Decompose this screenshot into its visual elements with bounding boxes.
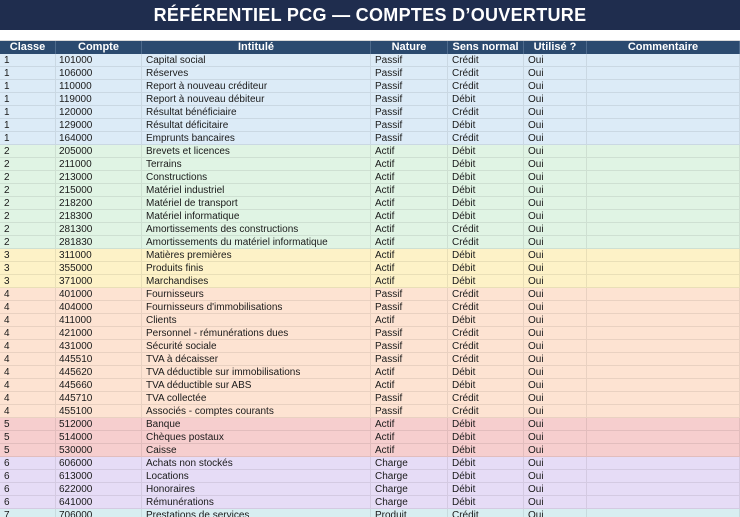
cell-intitule[interactable]: TVA déductible sur immobilisations: [142, 366, 371, 379]
cell-utilise[interactable]: Oui: [524, 418, 587, 431]
cell-commentaire[interactable]: [587, 171, 740, 184]
table-row: [0, 431, 740, 444]
cell-sens[interactable]: Crédit: [448, 67, 524, 80]
header-compte[interactable]: Compte: [56, 41, 142, 54]
cell-nature[interactable]: Passif: [371, 327, 448, 340]
cell-classe[interactable]: 1: [0, 132, 56, 145]
table-row: [0, 67, 740, 80]
cell-intitule[interactable]: Fournisseurs: [142, 288, 371, 301]
cell-nature[interactable]: Passif: [371, 67, 448, 80]
table-row: [0, 314, 740, 327]
cell-intitule[interactable]: TVA collectée: [142, 392, 371, 405]
cell-sens[interactable]: Débit: [448, 119, 524, 132]
cell-sens[interactable]: Débit: [448, 249, 524, 262]
cell-intitule[interactable]: Capital social: [142, 54, 371, 67]
cell-utilise[interactable]: Oui: [524, 210, 587, 223]
cell-compte[interactable]: 101000: [56, 54, 142, 67]
table-row: [0, 197, 740, 210]
cell-sens[interactable]: Débit: [448, 145, 524, 158]
table-row: [0, 171, 740, 184]
cell-sens[interactable]: Crédit: [448, 223, 524, 236]
cell-sens[interactable]: Débit: [448, 444, 524, 457]
cell-nature[interactable]: Actif: [371, 158, 448, 171]
cell-classe[interactable]: 6: [0, 457, 56, 470]
cell-utilise[interactable]: Oui: [524, 366, 587, 379]
cell-classe[interactable]: 7: [0, 509, 56, 517]
empty-row[interactable]: [0, 30, 740, 41]
cell-nature[interactable]: Actif: [371, 145, 448, 158]
cell-nature[interactable]: Passif: [371, 54, 448, 67]
cell-utilise[interactable]: Oui: [524, 431, 587, 444]
cell-sens[interactable]: Débit: [448, 418, 524, 431]
cell-classe[interactable]: 4: [0, 405, 56, 418]
cell-utilise[interactable]: Oui: [524, 93, 587, 106]
cell-classe[interactable]: 2: [0, 158, 56, 171]
cell-utilise[interactable]: Oui: [524, 80, 587, 93]
cell-nature[interactable]: Charge: [371, 470, 448, 483]
cell-nature[interactable]: Charge: [371, 483, 448, 496]
header-commentaire[interactable]: Commentaire: [587, 41, 740, 54]
cell-classe[interactable]: 2: [0, 145, 56, 158]
cell-commentaire[interactable]: [587, 431, 740, 444]
cell-intitule[interactable]: Prestations de services: [142, 509, 371, 517]
cell-compte[interactable]: 205000: [56, 145, 142, 158]
cell-classe[interactable]: 4: [0, 327, 56, 340]
cell-sens[interactable]: Crédit: [448, 54, 524, 67]
cell-classe[interactable]: 4: [0, 288, 56, 301]
cell-compte[interactable]: 641000: [56, 496, 142, 509]
cell-compte[interactable]: 129000: [56, 119, 142, 132]
table-row: [0, 509, 740, 517]
cell-compte[interactable]: 445660: [56, 379, 142, 392]
cell-classe[interactable]: 4: [0, 392, 56, 405]
cell-classe[interactable]: 2: [0, 223, 56, 236]
cell-classe[interactable]: 5: [0, 444, 56, 457]
cell-commentaire[interactable]: [587, 509, 740, 517]
cell-commentaire[interactable]: [587, 275, 740, 288]
cell-classe[interactable]: 4: [0, 353, 56, 366]
cell-sens[interactable]: Crédit: [448, 405, 524, 418]
table-body: [0, 54, 740, 517]
cell-sens[interactable]: Débit: [448, 158, 524, 171]
cell-intitule[interactable]: Matières premières: [142, 249, 371, 262]
cell-compte[interactable]: 120000: [56, 106, 142, 119]
cell-classe[interactable]: 6: [0, 483, 56, 496]
cell-compte[interactable]: 110000: [56, 80, 142, 93]
cell-commentaire[interactable]: [587, 392, 740, 405]
cell-nature[interactable]: Actif: [371, 366, 448, 379]
cell-intitule[interactable]: Matériel industriel: [142, 184, 371, 197]
cell-commentaire[interactable]: [587, 288, 740, 301]
cell-sens[interactable]: Crédit: [448, 236, 524, 249]
cell-nature[interactable]: Actif: [371, 249, 448, 262]
cell-classe[interactable]: 2: [0, 184, 56, 197]
cell-sens[interactable]: Débit: [448, 314, 524, 327]
cell-intitule[interactable]: Banque: [142, 418, 371, 431]
cell-commentaire[interactable]: [587, 93, 740, 106]
cell-compte[interactable]: 514000: [56, 431, 142, 444]
cell-commentaire[interactable]: [587, 418, 740, 431]
table-row: [0, 392, 740, 405]
cell-intitule[interactable]: Personnel - rémunérations dues: [142, 327, 371, 340]
cell-sens[interactable]: Débit: [448, 431, 524, 444]
cell-nature[interactable]: Passif: [371, 132, 448, 145]
cell-intitule[interactable]: Terrains: [142, 158, 371, 171]
cell-intitule[interactable]: Brevets et licences: [142, 145, 371, 158]
cell-sens[interactable]: Débit: [448, 470, 524, 483]
cell-compte[interactable]: 164000: [56, 132, 142, 145]
cell-commentaire[interactable]: [587, 327, 740, 340]
cell-utilise[interactable]: Oui: [524, 509, 587, 517]
cell-compte[interactable]: 218200: [56, 197, 142, 210]
table-row: [0, 223, 740, 236]
cell-commentaire[interactable]: [587, 301, 740, 314]
cell-intitule[interactable]: Locations: [142, 470, 371, 483]
table-row: [0, 418, 740, 431]
cell-compte[interactable]: 371000: [56, 275, 142, 288]
cell-sens[interactable]: Débit: [448, 197, 524, 210]
cell-utilise[interactable]: Oui: [524, 314, 587, 327]
cell-nature[interactable]: Passif: [371, 119, 448, 132]
table-row: [0, 145, 740, 158]
cell-intitule[interactable]: Report à nouveau créditeur: [142, 80, 371, 93]
cell-classe[interactable]: 1: [0, 106, 56, 119]
cell-compte[interactable]: 445710: [56, 392, 142, 405]
table-row: [0, 405, 740, 418]
cell-sens[interactable]: Débit: [448, 275, 524, 288]
cell-commentaire[interactable]: [587, 405, 740, 418]
cell-utilise[interactable]: Oui: [524, 496, 587, 509]
cell-compte[interactable]: 213000: [56, 171, 142, 184]
cell-nature[interactable]: Passif: [371, 405, 448, 418]
cell-nature[interactable]: Passif: [371, 106, 448, 119]
cell-classe[interactable]: 4: [0, 379, 56, 392]
cell-commentaire[interactable]: [587, 184, 740, 197]
table-row: [0, 301, 740, 314]
header-classe[interactable]: Classe: [0, 41, 56, 54]
cell-compte[interactable]: 215000: [56, 184, 142, 197]
header-intitule[interactable]: Intitulé: [142, 41, 371, 54]
cell-sens[interactable]: Débit: [448, 496, 524, 509]
cell-sens[interactable]: Débit: [448, 366, 524, 379]
cell-utilise[interactable]: Oui: [524, 444, 587, 457]
cell-nature[interactable]: Actif: [371, 275, 448, 288]
cell-compte[interactable]: 455100: [56, 405, 142, 418]
cell-classe[interactable]: 6: [0, 470, 56, 483]
cell-sens[interactable]: Débit: [448, 262, 524, 275]
cell-commentaire[interactable]: [587, 145, 740, 158]
cell-sens[interactable]: Crédit: [448, 288, 524, 301]
table-row: [0, 93, 740, 106]
table-row: [0, 340, 740, 353]
cell-sens[interactable]: Crédit: [448, 80, 524, 93]
cell-utilise[interactable]: Oui: [524, 457, 587, 470]
cell-intitule[interactable]: Clients: [142, 314, 371, 327]
cell-compte[interactable]: 512000: [56, 418, 142, 431]
cell-compte[interactable]: 445620: [56, 366, 142, 379]
cell-nature[interactable]: Actif: [371, 184, 448, 197]
cell-intitule[interactable]: Associés - comptes courants: [142, 405, 371, 418]
table-row: [0, 444, 740, 457]
table-row: [0, 366, 740, 379]
cell-sens[interactable]: Débit: [448, 210, 524, 223]
cell-sens[interactable]: Débit: [448, 379, 524, 392]
cell-utilise[interactable]: Oui: [524, 470, 587, 483]
cell-nature[interactable]: Produit: [371, 509, 448, 517]
cell-compte[interactable]: 281830: [56, 236, 142, 249]
cell-classe[interactable]: 3: [0, 262, 56, 275]
table-row: [0, 275, 740, 288]
cell-intitule[interactable]: Rémunérations: [142, 496, 371, 509]
cell-nature[interactable]: Passif: [371, 288, 448, 301]
cell-nature[interactable]: Actif: [371, 197, 448, 210]
cell-utilise[interactable]: Oui: [524, 301, 587, 314]
table-row: [0, 457, 740, 470]
header-utilise[interactable]: Utilisé ?: [524, 41, 587, 54]
cell-utilise[interactable]: Oui: [524, 340, 587, 353]
cell-nature[interactable]: Actif: [371, 314, 448, 327]
cell-commentaire[interactable]: [587, 457, 740, 470]
cell-compte[interactable]: 613000: [56, 470, 142, 483]
cell-intitule[interactable]: Sécurité sociale: [142, 340, 371, 353]
cell-classe[interactable]: 6: [0, 496, 56, 509]
cell-commentaire[interactable]: [587, 67, 740, 80]
table-row: [0, 379, 740, 392]
cell-utilise[interactable]: Oui: [524, 171, 587, 184]
table-row: [0, 288, 740, 301]
cell-classe[interactable]: 2: [0, 171, 56, 184]
cell-utilise[interactable]: Oui: [524, 67, 587, 80]
cell-utilise[interactable]: Oui: [524, 132, 587, 145]
cell-classe[interactable]: 1: [0, 67, 56, 80]
cell-commentaire[interactable]: [587, 197, 740, 210]
cell-commentaire[interactable]: [587, 262, 740, 275]
cell-commentaire[interactable]: [587, 158, 740, 171]
cell-sens[interactable]: Débit: [448, 171, 524, 184]
cell-nature[interactable]: Passif: [371, 340, 448, 353]
cell-nature[interactable]: Actif: [371, 379, 448, 392]
table-row: [0, 184, 740, 197]
cell-intitule[interactable]: Report à nouveau débiteur: [142, 93, 371, 106]
table-row: [0, 470, 740, 483]
cell-classe[interactable]: 2: [0, 197, 56, 210]
cell-utilise[interactable]: Oui: [524, 197, 587, 210]
cell-compte[interactable]: 119000: [56, 93, 142, 106]
table-row: [0, 236, 740, 249]
cell-commentaire[interactable]: [587, 223, 740, 236]
cell-compte[interactable]: 530000: [56, 444, 142, 457]
cell-intitule[interactable]: Réserves: [142, 67, 371, 80]
cell-commentaire[interactable]: [587, 379, 740, 392]
cell-classe[interactable]: 4: [0, 366, 56, 379]
cell-compte[interactable]: 401000: [56, 288, 142, 301]
cell-intitule[interactable]: Amortissements des constructions: [142, 223, 371, 236]
cell-utilise[interactable]: Oui: [524, 405, 587, 418]
cell-utilise[interactable]: Oui: [524, 327, 587, 340]
table-row: [0, 496, 740, 509]
cell-intitule[interactable]: Produits finis: [142, 262, 371, 275]
cell-utilise[interactable]: Oui: [524, 184, 587, 197]
cell-utilise[interactable]: Oui: [524, 249, 587, 262]
cell-classe[interactable]: 1: [0, 93, 56, 106]
cell-intitule[interactable]: Matériel de transport: [142, 197, 371, 210]
cell-nature[interactable]: Charge: [371, 457, 448, 470]
cell-classe[interactable]: 2: [0, 236, 56, 249]
cell-commentaire[interactable]: [587, 132, 740, 145]
table-row: [0, 483, 740, 496]
cell-intitule[interactable]: TVA déductible sur ABS: [142, 379, 371, 392]
table-row: [0, 327, 740, 340]
cell-compte[interactable]: 281300: [56, 223, 142, 236]
cell-intitule[interactable]: Emprunts bancaires: [142, 132, 371, 145]
header-nature[interactable]: Nature: [371, 41, 448, 54]
cell-nature[interactable]: Actif: [371, 262, 448, 275]
cell-intitule[interactable]: Fournisseurs d'immobilisations: [142, 301, 371, 314]
cell-utilise[interactable]: Oui: [524, 119, 587, 132]
cell-compte[interactable]: 106000: [56, 67, 142, 80]
cell-sens[interactable]: Débit: [448, 457, 524, 470]
cell-compte[interactable]: 218300: [56, 210, 142, 223]
cell-commentaire[interactable]: [587, 340, 740, 353]
cell-utilise[interactable]: Oui: [524, 236, 587, 249]
table-row: [0, 119, 740, 132]
cell-utilise[interactable]: Oui: [524, 275, 587, 288]
table-row: [0, 132, 740, 145]
cell-sens[interactable]: Débit: [448, 184, 524, 197]
cell-compte[interactable]: 311000: [56, 249, 142, 262]
cell-classe[interactable]: 3: [0, 275, 56, 288]
cell-nature[interactable]: Actif: [371, 223, 448, 236]
cell-utilise[interactable]: Oui: [524, 288, 587, 301]
cell-nature[interactable]: Actif: [371, 431, 448, 444]
cell-classe[interactable]: 5: [0, 431, 56, 444]
cell-sens[interactable]: Crédit: [448, 392, 524, 405]
cell-sens[interactable]: Crédit: [448, 353, 524, 366]
cell-utilise[interactable]: Oui: [524, 54, 587, 67]
cell-nature[interactable]: Charge: [371, 496, 448, 509]
cell-utilise[interactable]: Oui: [524, 158, 587, 171]
cell-sens[interactable]: Crédit: [448, 106, 524, 119]
cell-sens[interactable]: Crédit: [448, 327, 524, 340]
cell-compte[interactable]: 421000: [56, 327, 142, 340]
table-row: [0, 80, 740, 93]
cell-commentaire[interactable]: [587, 119, 740, 132]
cell-sens[interactable]: Crédit: [448, 509, 524, 517]
cell-commentaire[interactable]: [587, 470, 740, 483]
cell-nature[interactable]: Passif: [371, 353, 448, 366]
cell-intitule[interactable]: Chèques postaux: [142, 431, 371, 444]
cell-sens[interactable]: Crédit: [448, 340, 524, 353]
cell-nature[interactable]: Actif: [371, 418, 448, 431]
cell-commentaire[interactable]: [587, 496, 740, 509]
cell-utilise[interactable]: Oui: [524, 106, 587, 119]
cell-sens[interactable]: Crédit: [448, 301, 524, 314]
sheet-title: RÉFÉRENTIEL PCG — COMPTES D’OUVERTURE: [0, 0, 740, 30]
cell-classe[interactable]: 2: [0, 210, 56, 223]
cell-utilise[interactable]: Oui: [524, 392, 587, 405]
cell-commentaire[interactable]: [587, 483, 740, 496]
table-row: [0, 106, 740, 119]
cell-commentaire[interactable]: [587, 444, 740, 457]
cell-intitule[interactable]: Résultat bénéficiaire: [142, 106, 371, 119]
cell-compte[interactable]: 431000: [56, 340, 142, 353]
cell-classe[interactable]: 1: [0, 54, 56, 67]
cell-commentaire[interactable]: [587, 236, 740, 249]
cell-utilise[interactable]: Oui: [524, 483, 587, 496]
cell-intitule[interactable]: Marchandises: [142, 275, 371, 288]
cell-utilise[interactable]: Oui: [524, 353, 587, 366]
cell-commentaire[interactable]: [587, 366, 740, 379]
cell-compte[interactable]: 706000: [56, 509, 142, 517]
cell-intitule[interactable]: Achats non stockés: [142, 457, 371, 470]
cell-classe[interactable]: 4: [0, 301, 56, 314]
table-row: [0, 210, 740, 223]
cell-compte[interactable]: 606000: [56, 457, 142, 470]
cell-classe[interactable]: 3: [0, 249, 56, 262]
table-row: [0, 353, 740, 366]
cell-nature[interactable]: Actif: [371, 444, 448, 457]
cell-utilise[interactable]: Oui: [524, 262, 587, 275]
cell-compte[interactable]: 211000: [56, 158, 142, 171]
header-sens-normal[interactable]: Sens normal: [448, 41, 524, 54]
cell-utilise[interactable]: Oui: [524, 379, 587, 392]
cell-commentaire[interactable]: [587, 80, 740, 93]
cell-compte[interactable]: 411000: [56, 314, 142, 327]
cell-compte[interactable]: 445510: [56, 353, 142, 366]
cell-nature[interactable]: Passif: [371, 93, 448, 106]
cell-commentaire[interactable]: [587, 249, 740, 262]
cell-sens[interactable]: Débit: [448, 483, 524, 496]
cell-nature[interactable]: Passif: [371, 392, 448, 405]
table-row: [0, 54, 740, 67]
cell-intitule[interactable]: Résultat déficitaire: [142, 119, 371, 132]
cell-nature[interactable]: Passif: [371, 80, 448, 93]
cell-nature[interactable]: Actif: [371, 236, 448, 249]
cell-commentaire[interactable]: [587, 54, 740, 67]
table-row: [0, 262, 740, 275]
cell-intitule[interactable]: Honoraires: [142, 483, 371, 496]
cell-commentaire[interactable]: [587, 106, 740, 119]
cell-classe[interactable]: 1: [0, 119, 56, 132]
cell-compte[interactable]: 622000: [56, 483, 142, 496]
cell-utilise[interactable]: Oui: [524, 223, 587, 236]
cell-intitule[interactable]: Constructions: [142, 171, 371, 184]
cell-intitule[interactable]: Caisse: [142, 444, 371, 457]
cell-commentaire[interactable]: [587, 314, 740, 327]
cell-intitule[interactable]: TVA à décaisser: [142, 353, 371, 366]
cell-nature[interactable]: Actif: [371, 171, 448, 184]
cell-sens[interactable]: Crédit: [448, 132, 524, 145]
cell-classe[interactable]: 4: [0, 314, 56, 327]
cell-compte[interactable]: 355000: [56, 262, 142, 275]
cell-sens[interactable]: Débit: [448, 93, 524, 106]
cell-nature[interactable]: Passif: [371, 301, 448, 314]
cell-classe[interactable]: 5: [0, 418, 56, 431]
cell-intitule[interactable]: Matériel informatique: [142, 210, 371, 223]
cell-classe[interactable]: 4: [0, 340, 56, 353]
cell-intitule[interactable]: Amortissements du matériel informatique: [142, 236, 371, 249]
cell-utilise[interactable]: Oui: [524, 145, 587, 158]
cell-commentaire[interactable]: [587, 210, 740, 223]
cell-commentaire[interactable]: [587, 353, 740, 366]
cell-compte[interactable]: 404000: [56, 301, 142, 314]
header-row: [0, 41, 740, 54]
table-row: [0, 158, 740, 171]
table-row: [0, 249, 740, 262]
cell-nature[interactable]: Actif: [371, 210, 448, 223]
cell-classe[interactable]: 1: [0, 80, 56, 93]
